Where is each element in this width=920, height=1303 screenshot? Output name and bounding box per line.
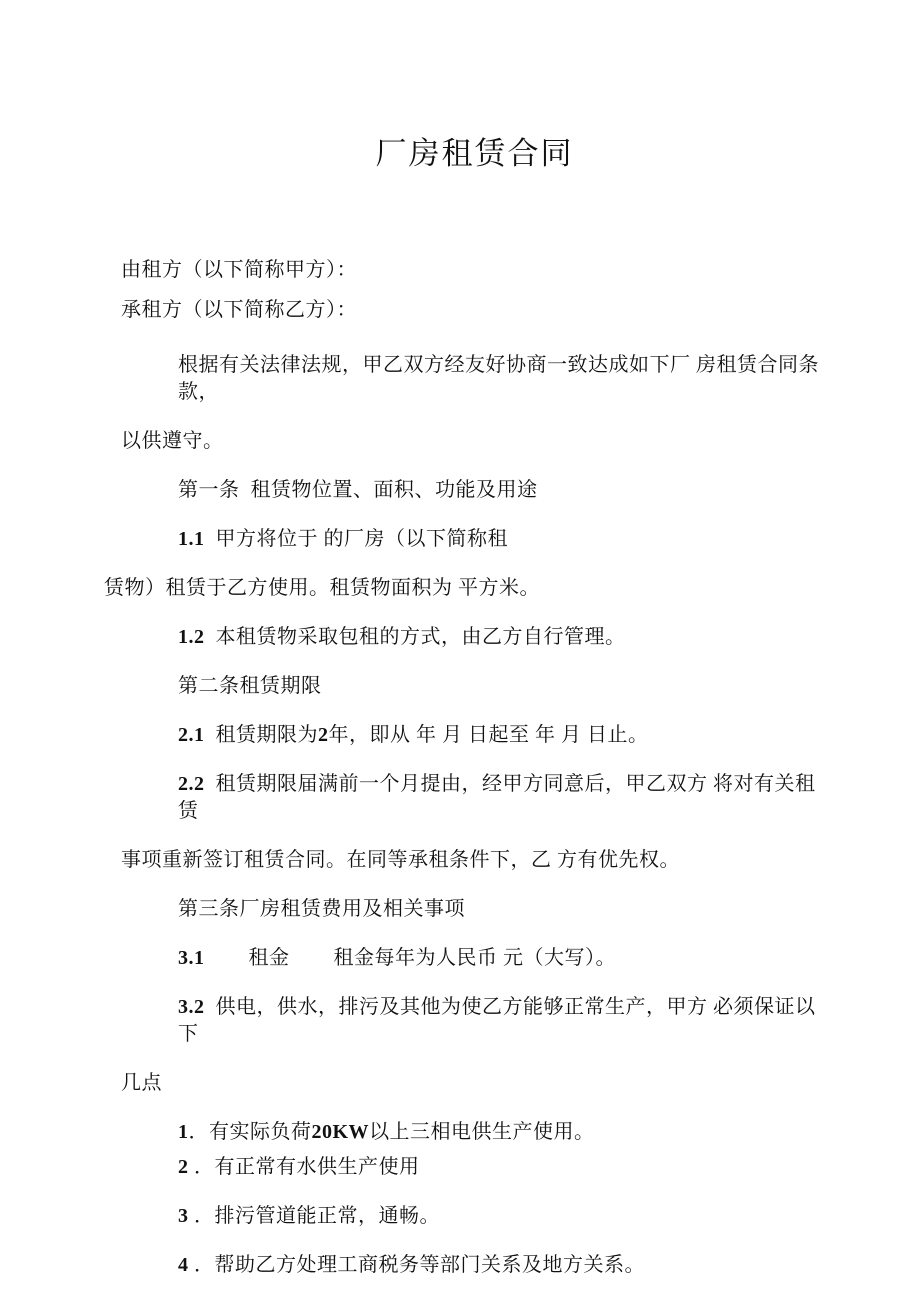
text-segment: 第二条租赁期限 bbox=[178, 675, 322, 697]
text-line bbox=[121, 1070, 828, 1097]
bold-text-segment: 2.1 bbox=[178, 724, 205, 746]
text-segment: 本租赁物采取包租的方式，由乙方自行管理。 bbox=[204, 626, 626, 648]
text-line bbox=[121, 1119, 828, 1146]
bold-text-segment: 2 bbox=[178, 1156, 189, 1178]
bold-text-segment: 3.2 bbox=[178, 996, 205, 1018]
text-line bbox=[121, 771, 828, 825]
text-line bbox=[121, 1252, 828, 1279]
text-line bbox=[121, 847, 828, 874]
bold-text-segment: 3 bbox=[178, 1205, 189, 1227]
text-line bbox=[121, 1203, 828, 1230]
text-segment: 年，即从 年 月 日起至 年 月 日止。 bbox=[328, 724, 649, 746]
text-segment: 以供遵守。 bbox=[121, 430, 224, 452]
text-segment: ．排污管道能正常，通畅。 bbox=[188, 1205, 440, 1227]
text-line bbox=[121, 945, 828, 972]
text-segment: ．帮助乙方处理工商税务等部门关系及地方关系。 bbox=[188, 1254, 645, 1276]
text-line bbox=[121, 896, 828, 923]
text-segment: 几点 bbox=[121, 1072, 162, 1094]
text-line bbox=[121, 624, 828, 651]
bold-text-segment: 1.2 bbox=[178, 626, 205, 648]
text-segment: 承租方（以下简称乙方）： bbox=[121, 299, 357, 321]
bold-text-segment: 2 bbox=[318, 724, 329, 746]
text-segment: ．有正常有水供生产使用 bbox=[188, 1156, 420, 1178]
text-segment: 租赁期限届满前一个月提由，经甲方同意后，甲乙双方 将对有关租赁 bbox=[178, 773, 816, 822]
text-line bbox=[121, 722, 828, 749]
text-segment: 由租方（以下简称甲方）： bbox=[121, 259, 357, 281]
bold-text-segment: 2.2 bbox=[178, 773, 205, 795]
text-line bbox=[121, 297, 828, 324]
text-segment: 供电，供水，排污及其他为使乙方能够正常生产，甲方 必须保证以下 bbox=[178, 996, 816, 1045]
bold-text-segment: 1.1 bbox=[178, 528, 205, 550]
text-segment: 根据有关法律法规，甲乙双方经友好协商一致达成如下厂 房租赁合同条款， bbox=[178, 354, 819, 403]
text-line bbox=[121, 477, 828, 504]
text-line bbox=[121, 673, 828, 700]
text-line bbox=[104, 575, 828, 602]
text-segment: 事项重新签订租赁合同。在同等承租条件下，乙 方有优先权。 bbox=[121, 849, 680, 871]
text-line bbox=[121, 428, 828, 455]
bold-text-segment: 4 bbox=[178, 1254, 189, 1276]
text-line bbox=[121, 1154, 828, 1181]
bold-text-segment: 1 bbox=[178, 1121, 189, 1143]
document-body bbox=[104, 257, 828, 1279]
text-line bbox=[121, 526, 828, 553]
text-segment: 租金 租金每年为人民币 元（大写）。 bbox=[204, 947, 616, 969]
text-line bbox=[121, 257, 828, 284]
text-segment: 第三条厂房租赁费用及相关事项 bbox=[178, 898, 465, 920]
text-line bbox=[121, 352, 828, 406]
text-segment: 赁物）租赁于乙方使用。租赁物面积为 平方米。 bbox=[104, 577, 540, 599]
text-segment: ．有实际负荷 bbox=[188, 1121, 312, 1143]
text-segment: 甲方将位于 的厂房（以下简称租 bbox=[204, 528, 508, 550]
text-segment: 第一条 租赁物位置、面积、功能及用途 bbox=[178, 479, 538, 501]
text-segment: 以上三相电供生产使用。 bbox=[369, 1121, 595, 1143]
bold-text-segment: 3.1 bbox=[178, 947, 205, 969]
text-segment: 租赁期限为 bbox=[204, 724, 318, 746]
text-line bbox=[121, 994, 828, 1048]
bold-text-segment: 20KW bbox=[311, 1121, 370, 1143]
document-title: 厂房租赁合同 bbox=[375, 136, 574, 171]
